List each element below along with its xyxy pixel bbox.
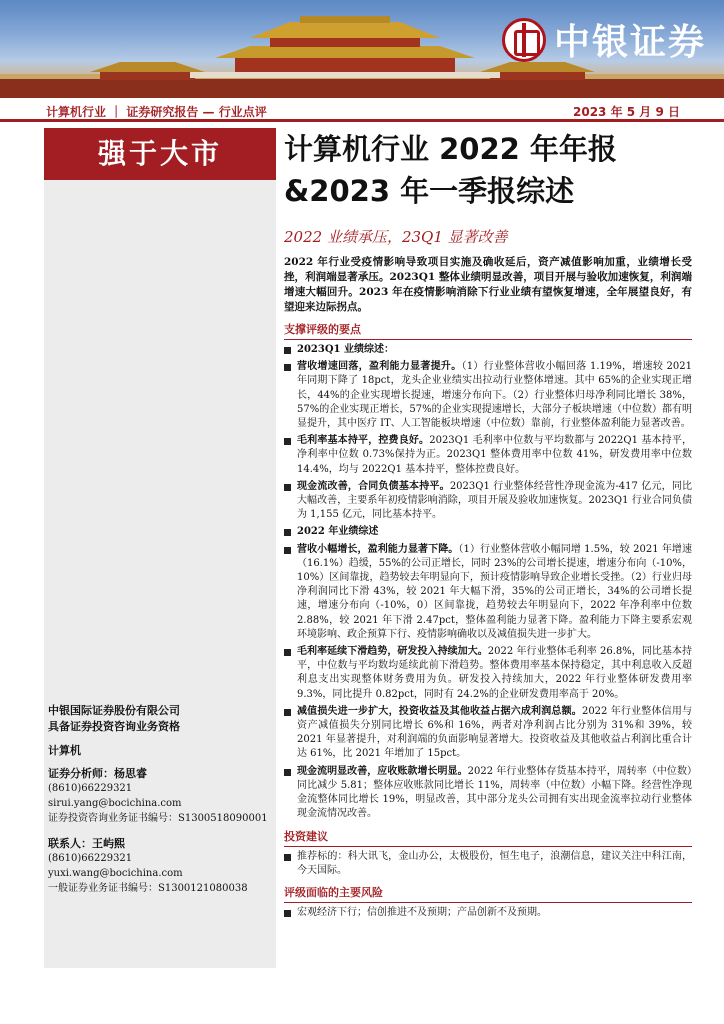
- list-item-lead: 现金流改善，合同负债基本持平。: [297, 480, 450, 492]
- list-item: [284, 343, 692, 357]
- section-divider: [284, 902, 692, 903]
- analyst-email[interactable]: sirui.yang@bocichina.com: [48, 798, 182, 809]
- rating-badge: 强于大市: [44, 128, 276, 180]
- section-divider: [284, 846, 692, 847]
- list-item: [284, 645, 692, 702]
- section-risk-heading: 评级面临的主要风险: [284, 885, 383, 899]
- contact-email[interactable]: yuxi.wang@bocichina.com: [48, 868, 183, 879]
- list-item-body: （1）行业整体营收小幅同增 1.5%，较 2021 年增速（16.1%）趋缓，55%的公司正增长，同时 23%的公司增长提速，增速分布向（-10%，10%）区间靠拢，趋势较去年明显向下，预计疫情影响导致企业增长受挫。（2）行业归母净利润同比下滑 43%，较 2021 年大幅下滑，35%的公司正增长，34%的公司增长提速，增速分布向（-10%，0）区间靠拢，趋势较去年明显向下，2022 年净利率中位数 2.88%，较 2021 年下滑 2.47pct，整体盈利能力显著下降。盈利能力下降主要系宏观环境影响、政企预算下行、疫情影响确收以及减值损失进一步扩大。: [297, 543, 693, 640]
- header-banner: [0, 0, 724, 98]
- section-support-heading: 支撑评级的要点: [284, 323, 361, 336]
- fy-list: [284, 543, 692, 822]
- risk-text: 宏观经济下行；信创推进不及预期；产品创新不及预期。: [297, 906, 547, 918]
- contact-info: [48, 836, 248, 896]
- org-qualification: 具备证券投资咨询业务资格: [48, 720, 180, 733]
- bank-logo-icon: [502, 18, 546, 62]
- list-item-text: [297, 360, 692, 431]
- bullet-icon: [284, 649, 291, 656]
- list-item: [284, 360, 692, 431]
- bullet-icon: [284, 364, 291, 371]
- list-item: [284, 525, 692, 539]
- list-item-text: [297, 645, 692, 702]
- bullet-icon: [284, 484, 291, 491]
- section-invest-heading: 投资建议: [284, 829, 328, 843]
- q1-list: [284, 360, 692, 522]
- bullet-icon: [284, 347, 291, 354]
- list-item-body: 2022 年行业整体信用与资产减值损失分别同比增长 6%和 16%，两者对净利润占比分别为 31%和 39%，较 2021 年显著提升，对利润端的负面影响显著增大。投资收益及其他收益占利润比重合计达 61%，比 2021 年增加了 15pct。: [297, 705, 692, 760]
- list-item-text: [297, 480, 692, 523]
- contact-cert: 一般证券业务证书编号：S1300121080038: [48, 883, 248, 894]
- summary-paragraph: 2022 年行业受疫情影响导致项目实施及确收延后，资产减值影响加重，业绩增长受挫，利润端显著承压。2023Q1 整体业绩明显改善，项目开展与验收加速恢复，利润端增速大幅回升。2023 年在疫情影响消除下行业业绩有望恢复增速，全年展望良好，有望迎来边际拐点。: [284, 256, 692, 313]
- breadcrumb: 计算机行业 ｜ 证券研究报告 — 行业点评: [46, 105, 267, 119]
- list-item-lead: 营收增速回落，盈利能力显著提升。: [297, 361, 462, 373]
- fy-heading: 2022 年业绩综述: [297, 526, 379, 538]
- breadcrumb-bar: [0, 98, 724, 122]
- report-subtitle: 2022 业绩承压，23Q1 显著改善: [284, 228, 508, 246]
- list-item: [284, 850, 692, 878]
- list-item-text: [297, 543, 692, 642]
- list-item-body: 2022 年行业整体存货基本持平，周转率（中位数）同比减少 5.81；整体应收账款同比增长 11%，周转率（中位数）小幅下降。经营性净现金流整体同比增长 19%，明显改善，其中部分龙头公司拥有实出现金流率拉动行业整体现金流情况改善。: [297, 765, 692, 820]
- list-item-text: [297, 705, 692, 762]
- contact-phone: (8610)66229321: [48, 853, 133, 864]
- list-item-lead: 现金流明显改善，应收账款增长明显。: [297, 765, 468, 777]
- bullet-icon: [284, 910, 291, 917]
- title-line-1: 计算机行业 2022 年年报: [284, 132, 617, 166]
- list-item-body: （1）行业整体营收小幅回落 1.19%，增速较 2021 年同期下降了 18pct，龙头企业业绩实出拉动行业整体增速。其中 65%的企业实现正增长，44%的企业实现增长提速，增速分布向下。（2）行业整体归母净利同比增长 38%，57%的企业实现正增长，57%的企业实现提速增长，大部分子板块增速（中位数）都有明显提升，其中医疗 IT、人工智能板块增速（中位数）靠前，行业整体盈利能力显著改善。: [297, 361, 693, 430]
- list-item-text: [297, 765, 692, 822]
- list-item-lead: 营收小幅增长，盈利能力显著下降。: [297, 543, 459, 555]
- analyst-info: [48, 766, 268, 826]
- bullet-icon: [284, 438, 291, 445]
- brand-name: 中银证券: [553, 22, 706, 63]
- bullet-icon: [284, 769, 291, 776]
- analyst-name: 证券分析师：杨思睿: [48, 767, 147, 780]
- bullet-icon: [284, 709, 291, 716]
- analyst-phone: (8610)66229321: [48, 783, 133, 794]
- list-item-lead: 毛利率基本持平，控费良好。: [297, 435, 430, 447]
- main-content: [284, 128, 692, 920]
- list-item-lead: 减值损失进一步扩大，投资收益及其他收益占据六成利润总额。: [297, 705, 582, 717]
- list-item-text: [297, 434, 692, 477]
- list-item: [284, 705, 692, 762]
- list-item: [284, 480, 692, 523]
- list-item: [284, 906, 692, 920]
- list-item-body: 2023Q1 行业整体经营性净现金流为-417 亿元，同比大幅改善，主要系年初疫情影响消除，项目开展及验收加速恢复。2023Q1 行业合同负债为 1,155 亿元，同比基本持平。: [297, 480, 693, 521]
- list-item: [284, 765, 692, 822]
- report-date: 2023 年 5 月 9 日: [573, 105, 680, 119]
- left-sidebar: [44, 128, 276, 968]
- q1-heading: 2023Q1 业绩综述：: [297, 344, 394, 355]
- invest-text: 推荐标的：科大讯飞，金山办公，太极股份，恒生电子，浪潮信息，建议关注中科江南，今天国际。: [297, 850, 692, 876]
- list-item-body: 2023Q1 毛利率中位数与平均数都与 2022Q1 基本持平，净利率中位数 0.73%保持为正。2023Q1 整体费用率中位数 41%，研发费用率中位数 14.4%，均与 2022Q1 基本持平，整体控费良好。: [297, 435, 693, 475]
- list-item-body: 2022 年行业整体毛利率 26.8%，同比基本持平，中位数与平均数均延续此前下滑趋势。整体费用率基本保持稳定，其中利息收入反超利息支出实现整体财务费用为负。研发投入持续加大，2022 年行业整体研发费用率 9.3%，同比提升 0.82pct，同时有 24.2%的企业研发费用率高于 20%。: [297, 646, 693, 700]
- brand-logo: [502, 14, 706, 65]
- org-name: 中银国际证券股份有限公司: [48, 704, 180, 717]
- bullet-icon: [284, 854, 291, 861]
- list-item-lead: 毛利率延续下滑趋势，研发投入持续加大。: [297, 646, 488, 658]
- org-info: [48, 703, 180, 735]
- analyst-cert: 证券投资咨询业务证书编号：S1300518090001: [48, 813, 268, 824]
- list-item: [284, 434, 692, 477]
- bullet-icon: [284, 529, 291, 536]
- list-item: [284, 543, 692, 642]
- section-divider: [284, 339, 692, 340]
- title-line-2: &2023 年一季报综述: [284, 174, 575, 208]
- bullet-icon: [284, 547, 291, 554]
- sector-label: 计算机: [48, 744, 81, 757]
- report-title: [284, 128, 692, 212]
- contact-name: 联系人：王屿熙: [48, 837, 125, 850]
